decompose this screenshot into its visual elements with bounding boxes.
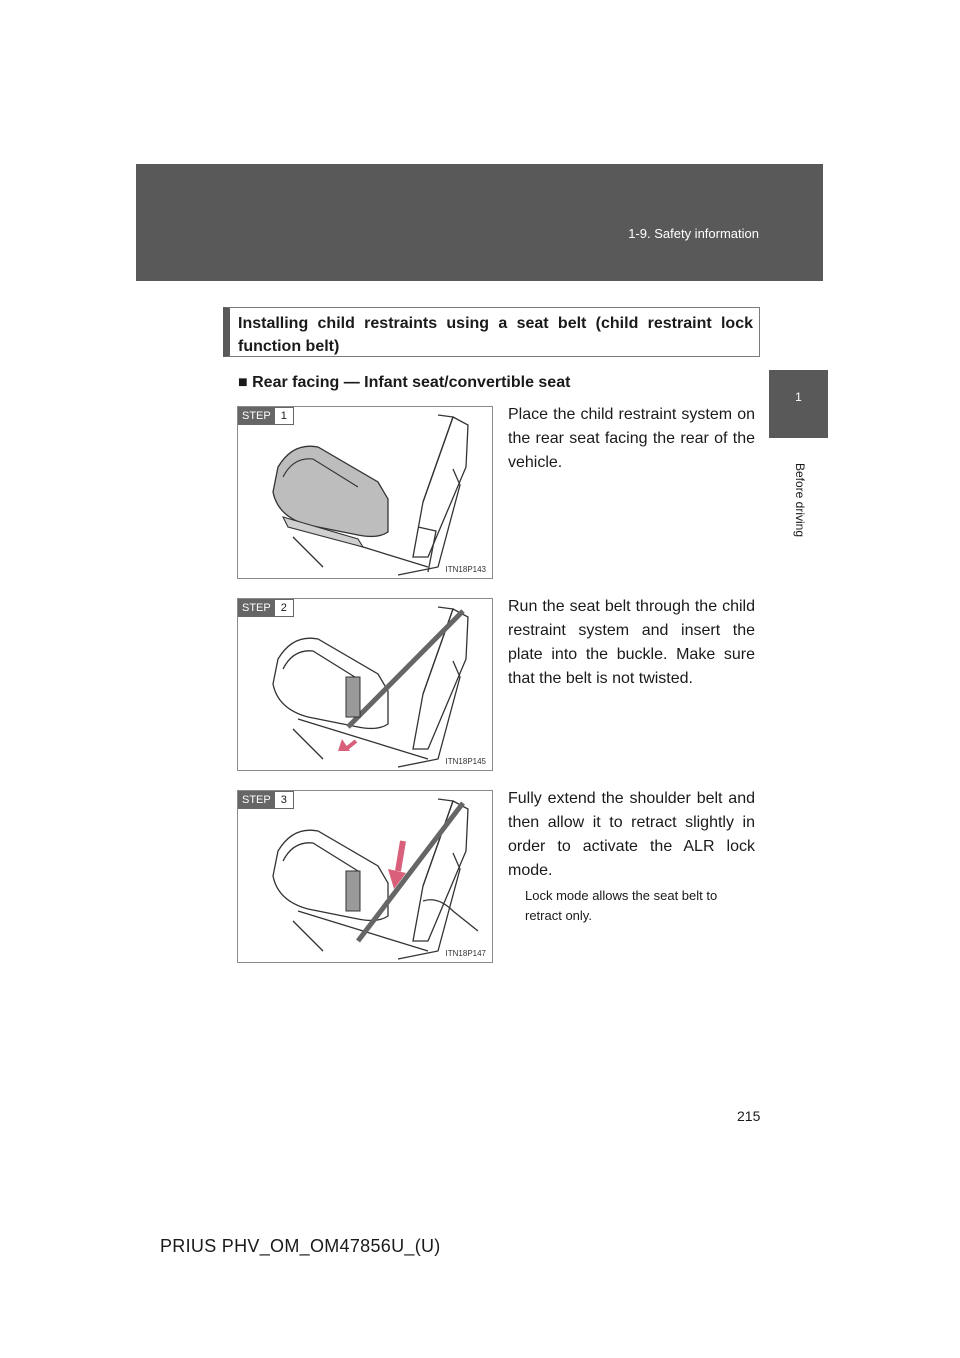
step-2-badge-number: 2 [275,599,294,617]
step-1-figure-code: ITN18P143 [445,565,486,574]
step-1-badge [238,407,294,425]
step-3-badge-number: 3 [275,791,294,809]
step-1-badge-number: 1 [275,407,294,425]
step-3-badge [238,791,294,809]
section-title: Installing child restraints using a seat belt (child restraint lock function belt) [238,315,753,355]
step-3-figure-code: ITN18P147 [445,949,486,958]
section-label: 1-9. Safety information [628,226,759,241]
chapter-tab [769,370,828,438]
step-2-badge [238,599,294,617]
child-seat-illustration-3 [238,791,492,962]
subheading: ■ Rear facing — Infant seat/convertible seat [238,374,571,391]
child-seat-illustration-1 [238,407,492,578]
child-seat-illustration-2 [238,599,492,770]
chapter-number: 1 [795,390,802,404]
header-band [136,164,823,281]
step-1-figure [237,406,493,579]
step-1-badge-word: STEP [238,407,275,425]
step-1-text: Place the child restraint system on the rear seat facing the rear of the vehicle. [508,406,755,471]
step-3-text: Fully extend the shoulder belt and then allow it to retract slightly in order to activate the ALR lock mode. [508,790,755,879]
page-number: 215 [737,1108,761,1124]
step-2-text: Run the seat belt through the child restraint system and insert the plate into the buckle. Make sure that the belt is not twisted. [508,598,755,687]
step-3-note: Lock mode allows the seat belt to retract only. [525,888,718,923]
step-2-figure-code: ITN18P145 [445,757,486,766]
document-id: PRIUS PHV_OM_OM47856U_(U) [160,1236,441,1256]
step-3-badge-word: STEP [238,791,275,809]
step-2-figure [237,598,493,771]
step-2-badge-word: STEP [238,599,275,617]
section-title-box [223,307,760,357]
step-3-figure [237,790,493,963]
chapter-title: Before driving [793,462,807,538]
